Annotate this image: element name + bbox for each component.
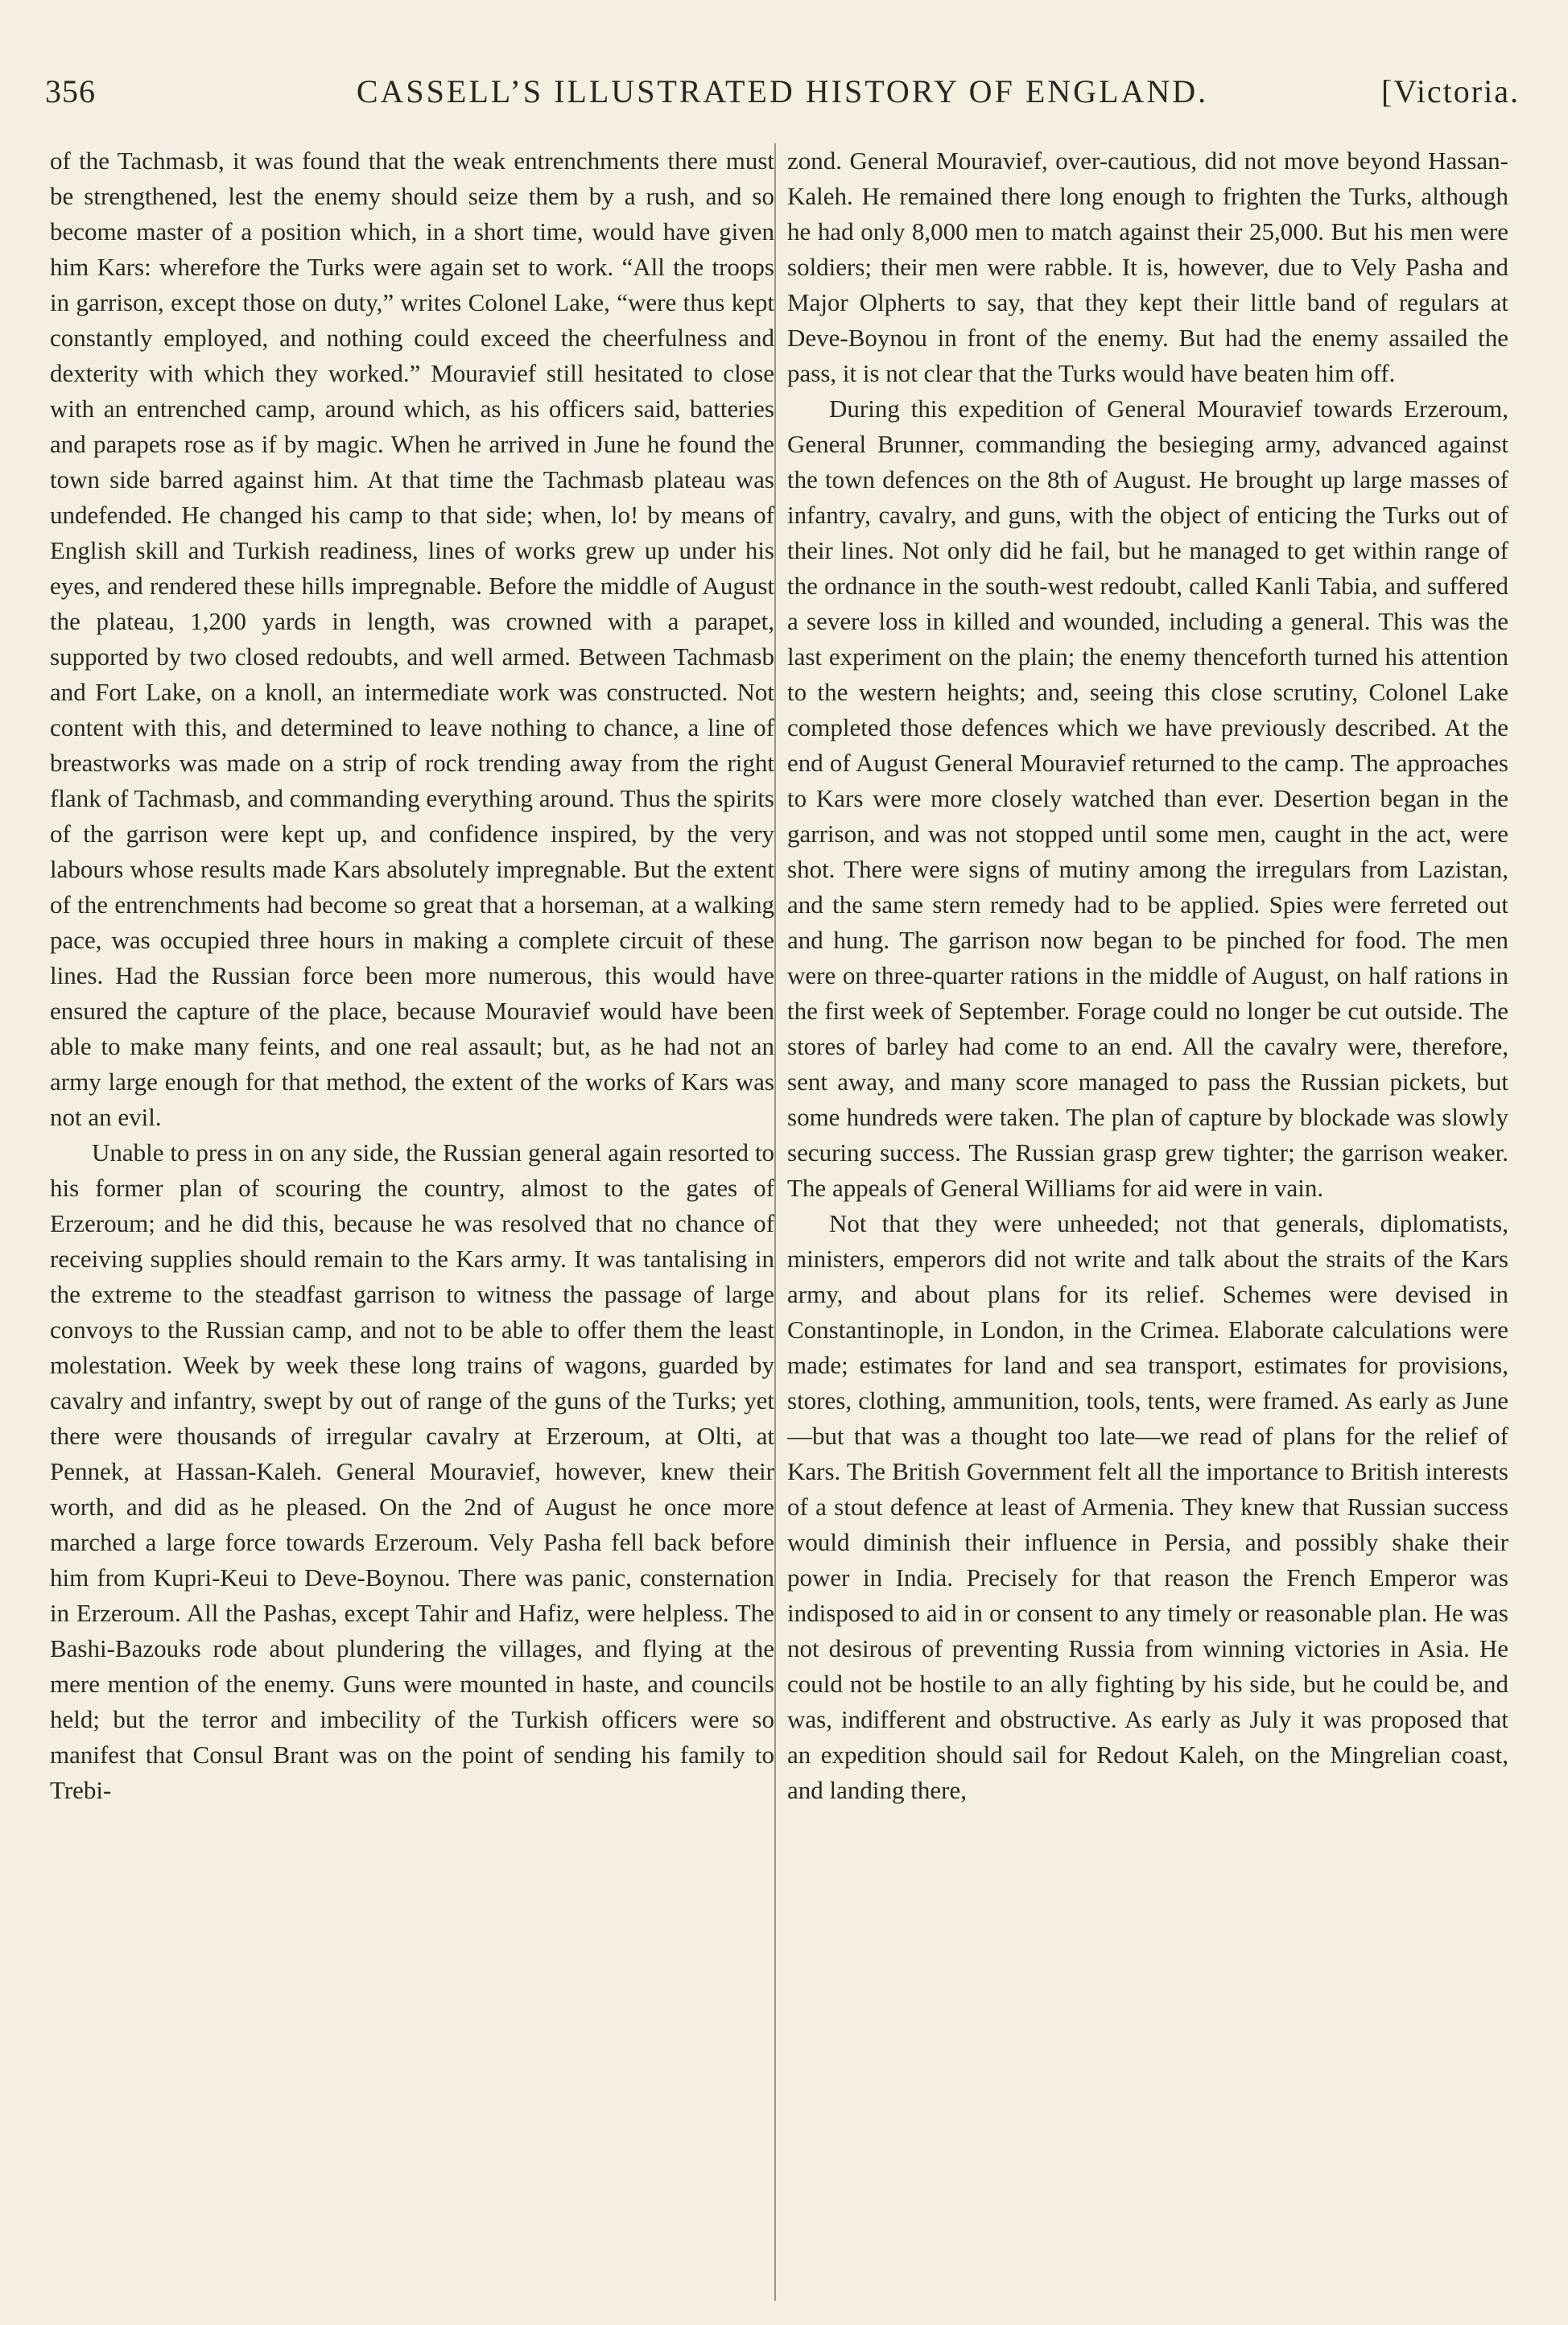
running-title: CASSELL’S ILLUSTRATED HISTORY OF ENGLAND. bbox=[356, 73, 1209, 109]
paragraph: zond. General Mouravief, over-cautious, did not move beyond Hassan-Kaleh. He remained there long enough to frighten the Turks, although he had only 8,000 men to match against their 25,000. But his men were soldiers; their men were rabble. It is, however, due to Vely Pasha and Major Olpherts to say, that they kept their little band of regulars at Deve-Boynou in front of the enemy. But had the enemy assailed the pass, it is not clear that the Turks would have beaten him off. bbox=[787, 147, 1508, 387]
running-section: [Victoria. bbox=[1381, 73, 1520, 109]
paragraph: Not that they were unheeded; not that generals, diplomatists, ministers, emperors did not write and talk about the straits of the Kars army, and about plans for its relief. Schemes were devised in Constantinople, in London, in the Crimea. Elaborate calculations were made; estimates for land and sea transport, estimates for provisions, stores, clothing, ammunition, tools, tents, were framed. As early as June—but that was a thought too late—we read of plans for the relief of Kars. The British Government felt all the importance to British interests of a stout defence at least of Armenia. They knew that Russian success would diminish their influence in Persia, and possibly shake their power in India. Precisely for that reason the French Emperor was indisposed to aid in or consent to any timely or reasonable plan. He was not desirous of preventing Russia from winning victories in Asia. He could not be hostile to an ally fighting by his side, but he could be, and was, indifferent and obstructive. As early as July it was proposed that an expedition should sail for Redout Kaleh, on the Mingrelian coast, and landing there, bbox=[787, 1209, 1508, 1804]
column-rule bbox=[774, 143, 776, 2301]
page-number: 356 bbox=[45, 73, 96, 109]
paragraph: Unable to press in on any side, the Russian general again resorted to his former plan of scouring the country, almost to the gates of Erzeroum; and he did this, because he was resolved that no chance of receiving supplies should remain to the Kars army. It was tantalising in the extreme to the steadfast garrison to witness the passage of large convoys to the Russian camp, and not to be able to offer them the least molestation. Week by week these long trains of wagons, guarded by cavalry and infantry, swept by out of range of the guns of the Turks; yet there were thousands of irregular cavalry at Erzeroum, at Olti, at Pennek, at Hassan-Kaleh. General Mouravief, however, knew their worth, and did as he pleased. On the 2nd of August he once more marched a large force towards Erzeroum. Vely Pasha fell back before him from Kupri-Keui to Deve-Boynou. There was panic, consternation in Erzeroum. All the Pashas, except Tahir and Hafiz, were helpless. The Bashi-Bazouks rode about plundering the villages, and flying at the mere mention of the enemy. Guns were mounted in haste, and councils held; but the terror and imbecility of the Turkish officers were so manifest that Consul Brant was on the point of sending his family to Trebi- bbox=[50, 1138, 774, 1804]
paragraph: During this expedition of General Mouravief towards Erzeroum, General Brunner, commanding the besieging army, advanced against the town defences on the 8th of August. He brought up large masses of infantry, cavalry, and guns, with the object of enticing the Turks out of their lines. Not only did he fail, but he managed to get within range of the ordnance in the south-west redoubt, called Kanli Tabia, and suffered a severe loss in killed and wounded, including a general. This was the last experiment on the plain; the enemy thenceforth turned his attention to the western heights; and, seeing this close scrutiny, Colonel Lake completed those defences which we have previously described. At the end of August General Mouravief returned to the camp. The approaches to Kars were more closely watched than ever. Desertion began in the garrison, and was not stopped until some men, caught in the act, were shot. There were signs of mutiny among the irregulars from Lazistan, and the same stern remedy had to be applied. Spies were ferreted out and hung. The garrison now began to be pinched for food. The men were on three-quarter rations in the middle of August, on half rations in the first week of September. Forage could no longer be cut outside. The stores of barley had come to an end. All the cavalry were, therefore, sent away, and many score managed to pass the Russian pickets, but some hundreds were taken. The plan of capture by blockade was slowly securing success. The Russian grasp grew tighter; the garrison weaker. The appeals of General Williams for aid were in vain. bbox=[787, 394, 1508, 1202]
right-column bbox=[787, 143, 1508, 2309]
left-column bbox=[50, 143, 774, 2309]
paragraph: of the Tachmasb, it was found that the weak entrenchments there must be strengthened, lest the enemy should seize them by a rush, and so become master of a position which, in a short time, would have given him Kars: wherefore the Turks were again set to work. “All the troops in garrison, except those on duty,” writes Colonel Lake, “were thus kept constantly employed, and nothing could exceed the cheerfulness and dexterity with which they worked.” Mouravief still hesitated to close with an entrenched camp, around which, as his officers said, batteries and parapets rose as if by magic. When he arrived in June he found the town side barred against him. At that time the Tachmasb plateau was undefended. He changed his camp to that side; when, lo! by means of English skill and Turkish readiness, lines of works grew up under his eyes, and rendered these hills impregnable. Before the middle of August the plateau, 1,200 yards in length, was crowned with a parapet, supported by two closed redoubts, and well armed. Between Tachmasb and Fort Lake, on a knoll, an intermediate work was constructed. Not content with this, and determined to leave nothing to chance, a line of breastworks was made on a strip of rock trending away from the right flank of Tachmasb, and commanding everything around. Thus the spirits of the garrison were kept up, and confidence inspired, by the very labours whose results made Kars absolutely impregnable. But the extent of the entrenchments had become so great that a horseman, at a walking pace, was occupied three hours in making a complete circuit of these lines. Had the Russian force been more numerous, this would have ensured the capture of the place, because Mouravief would have been able to make many feints, and one real assault; but, as he had not an army large enough for that method, the extent of the works of Kars was not an evil. bbox=[50, 147, 774, 1131]
running-header bbox=[45, 72, 1520, 121]
